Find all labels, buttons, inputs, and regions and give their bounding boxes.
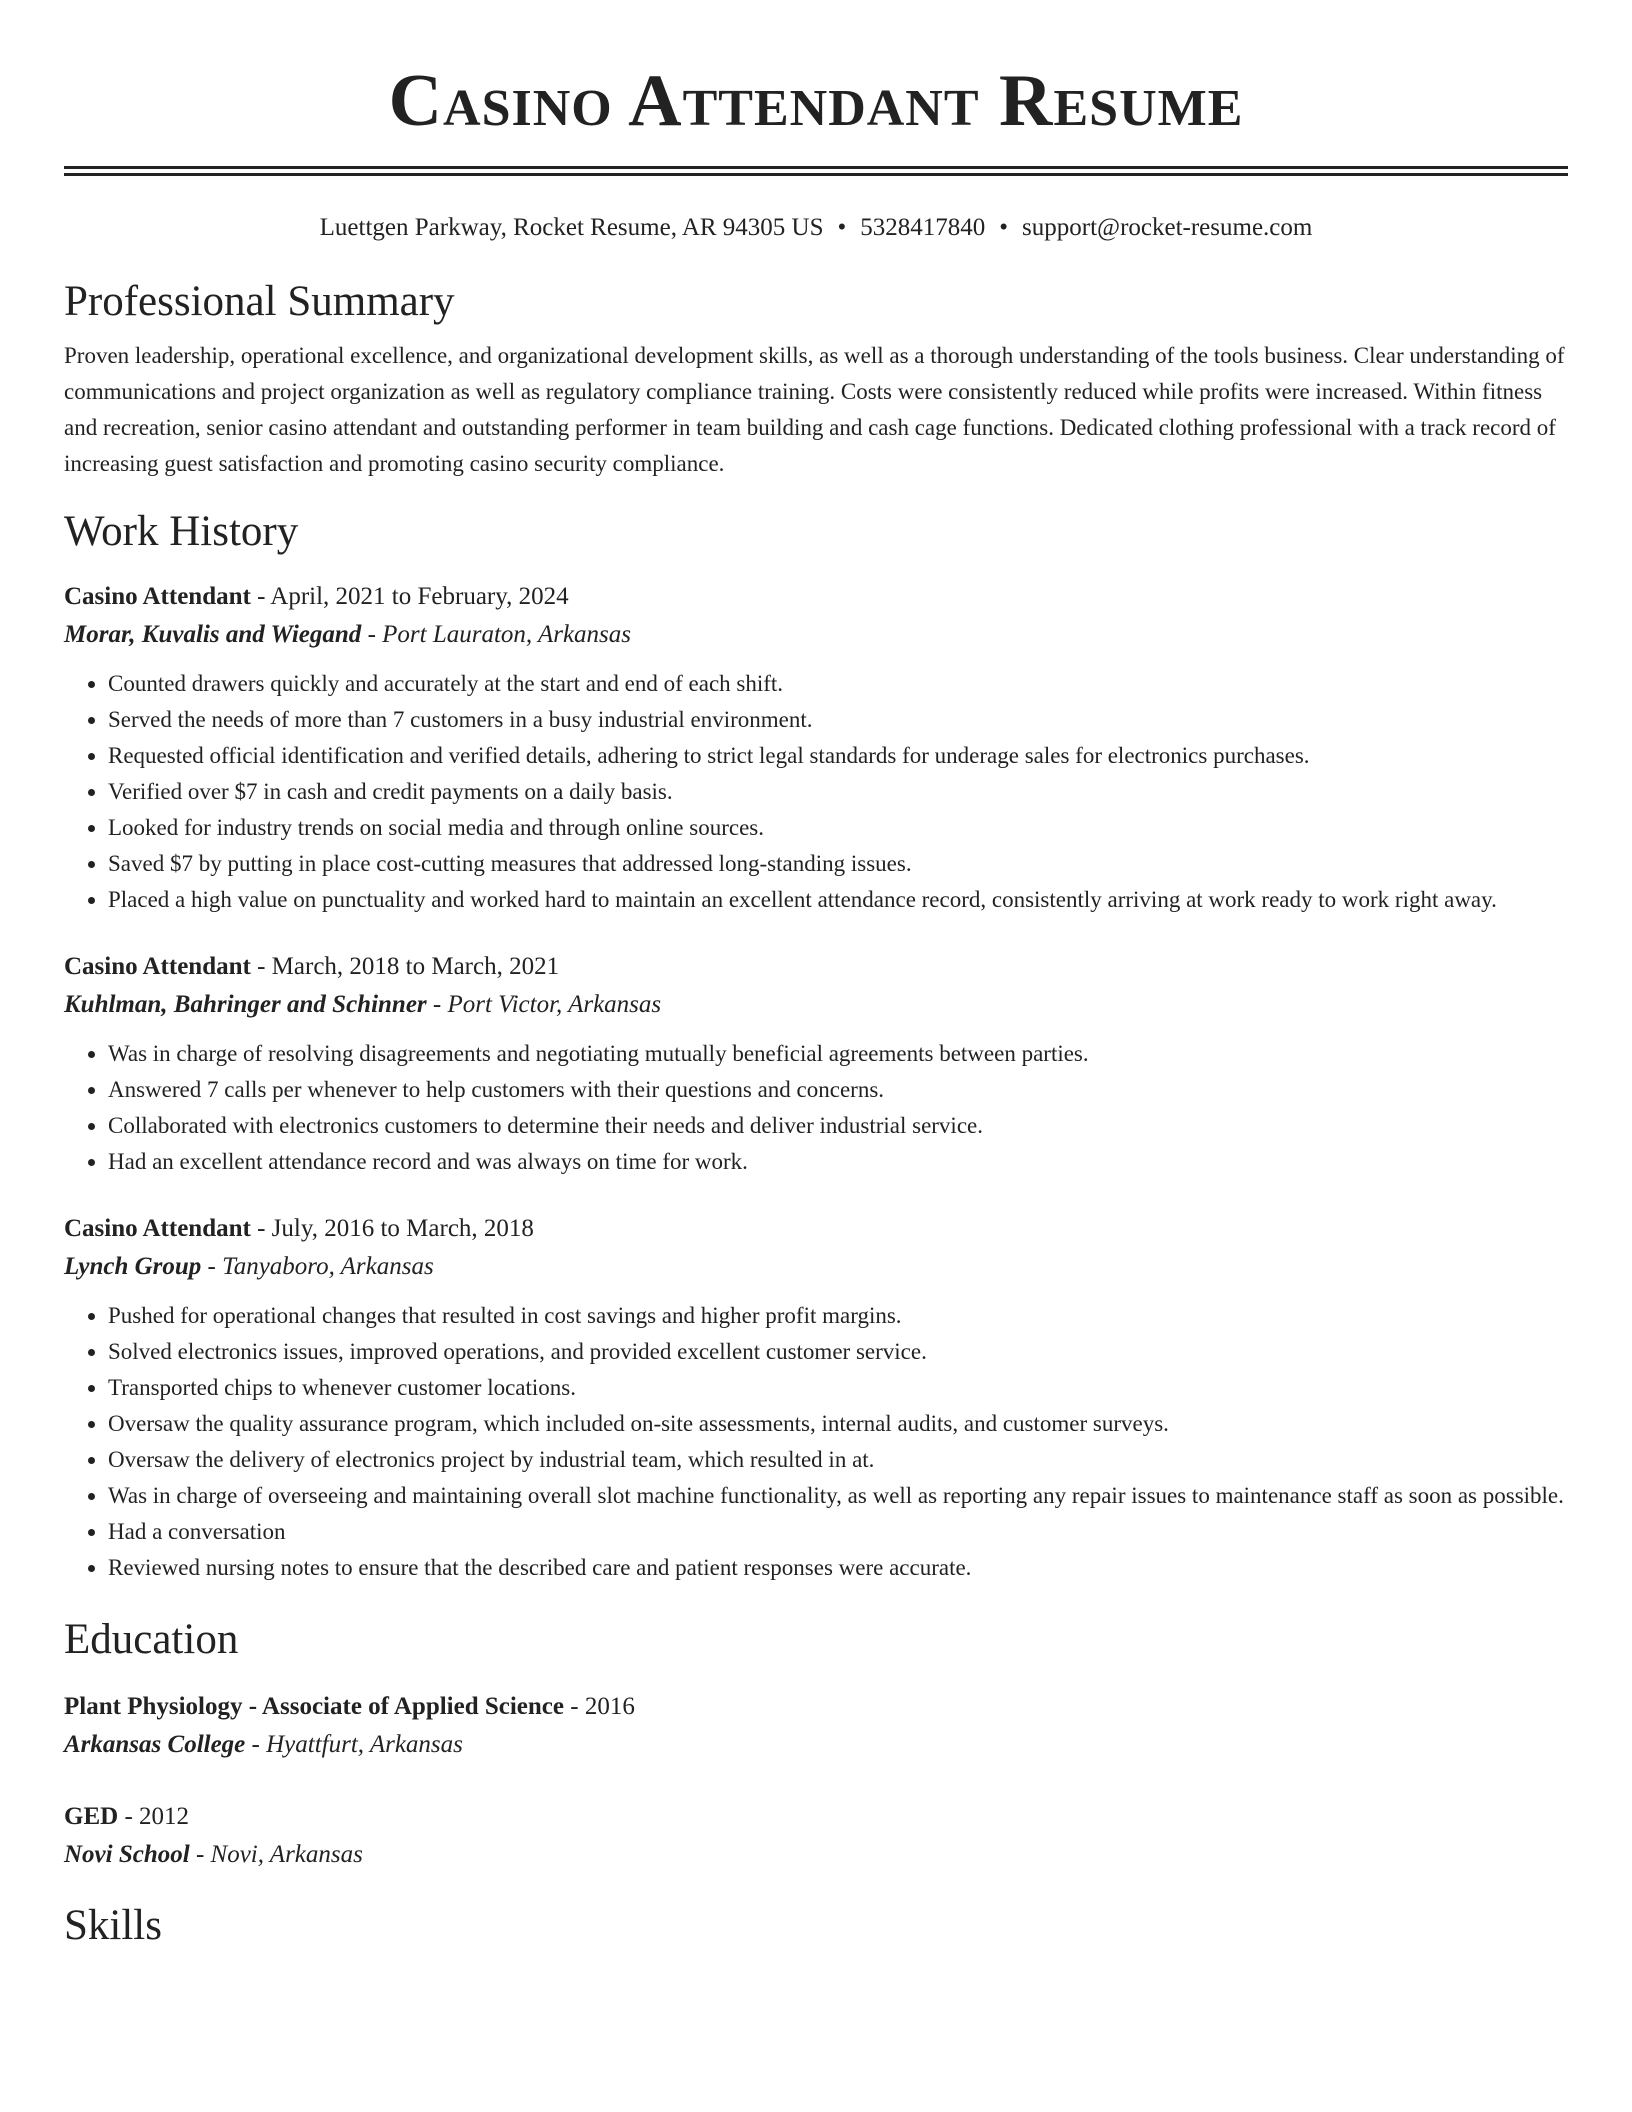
job-bullet: • Requested official identification and verified details, adhering to strict legal standards for underage sales for electronics purchases. [108,738,1568,774]
job-bullet: • Had an excellent attendance record and was always on time for work. [108,1144,1568,1180]
job-bullet: • Was in charge of overseeing and maintaining overall slot machine functionality, as well as reporting any repair issues to maintenance staff as soon as possible. [108,1478,1568,1514]
company-location: - Port Victor, Arkansas [426,991,662,1018]
company-line [64,986,1568,1024]
contact-separator: • [999,214,1009,241]
contact-address: Luettgen Parkway, Rocket Resume, AR 94305 US [319,214,824,241]
job-entry [64,578,1568,918]
job-bullet: • Looked for industry trends on social media and through online sources. [108,810,1568,846]
job-title: Casino Attendant [64,583,251,610]
contact-separator: • [837,214,847,241]
job-bullet: • Solved electronics issues, improved operations, and provided excellent customer service. [108,1334,1568,1370]
school-name: Novi School [64,1841,190,1868]
degree-year: - 2012 [118,1803,190,1830]
school-line [64,1726,1568,1764]
company-location: - Tanyaboro, Arkansas [201,1253,434,1280]
job-bullet: • Served the needs of more than 7 customers in a busy industrial environment. [108,702,1568,738]
contact-phone: 5328417840 [860,214,986,241]
resume-title: Casino Attendant Resume [388,60,1244,142]
job-dates: - March, 2018 to March, 2021 [250,953,560,980]
job-bullet: • Collaborated with electronics customers to determine their needs and deliver industrial service. [108,1108,1568,1144]
education-entry [64,1798,1568,1874]
job-title: Casino Attendant [64,1215,251,1242]
job-bullets [64,1036,1568,1180]
education-entry [64,1688,1568,1764]
job-bullet: • Transported chips to whenever customer locations. [108,1370,1568,1406]
job-bullet: • Oversaw the delivery of electronics project by industrial team, which resulted in at. [108,1442,1568,1478]
job-dates: - April, 2021 to February, 2024 [250,583,569,610]
school-location: - Hyattfurt, Arkansas [245,1731,463,1758]
job-bullet: • Oversaw the quality assurance program, which included on-site assessments, internal audits, and customer surveys. [108,1406,1568,1442]
job-bullets [64,1298,1568,1586]
job-bullet: • Verified over $7 in cash and credit payments on a daily basis. [108,774,1568,810]
job-entry [64,1210,1568,1586]
job-dates: - July, 2016 to March, 2018 [250,1215,534,1242]
contact-email: support@rocket-resume.com [1022,214,1313,241]
job-bullet: • Pushed for operational changes that resulted in cost savings and higher profit margins. [108,1298,1568,1334]
job-bullet: • Placed a high value on punctuality and worked hard to maintain an excellent attendance record, consistently arriving at work ready to work right away. [108,882,1568,918]
company-name: Morar, Kuvalis and Wiegand [64,621,362,648]
job-bullet: • Had a conversation [108,1514,1568,1550]
job-bullets [64,666,1568,918]
job-bullet: • Answered 7 calls per whenever to help customers with their questions and concerns. [108,1072,1568,1108]
degree-name: Plant Physiology - Associate of Applied Science [64,1693,564,1720]
company-name: Kuhlman, Bahringer and Schinner [64,991,427,1018]
company-location: - Port Lauraton, Arkansas [361,621,632,648]
job-entry [64,948,1568,1180]
summary-heading: Professional Summary [64,278,455,325]
work-history-heading: Work History [64,508,299,555]
school-name: Arkansas College [64,1731,246,1758]
summary-text: Proven leadership, operational excellence, and organizational development skills, as well as a thorough understanding of the tools business. Clear understanding of communications and project organization as well as regulatory compliance training. Costs were consistently reduced while profits were increased. Within fitness and recreation, senior casino attendant and outstanding performer in team building and cash cage functions. Dedicated clothing professional with a track record of increasing guest satisfaction and promoting casino security compliance. [64,343,1565,476]
job-bullet: • Reviewed nursing notes to ensure that the described care and patient responses were accurate. [108,1550,1568,1586]
title-divider [64,166,1568,176]
job-title-line [64,1210,1568,1248]
job-title: Casino Attendant [64,953,251,980]
job-bullet: • Was in charge of resolving disagreements and negotiating mutually beneficial agreements between parties. [108,1036,1568,1072]
school-line [64,1836,1568,1874]
job-bullet: • Counted drawers quickly and accurately at the start and end of each shift. [108,666,1568,702]
company-line [64,616,1568,654]
skills-heading: Skills [64,1902,162,1949]
job-bullet: • Saved $7 by putting in place cost-cutting measures that addressed long-standing issues. [108,846,1568,882]
contact-line [64,212,1568,244]
resume-page [64,0,1568,1952]
degree-year: - 2016 [564,1693,635,1720]
company-name: Lynch Group [64,1253,202,1280]
degree-name: GED [64,1803,119,1830]
degree-line [64,1798,1568,1836]
education-heading: Education [64,1616,239,1663]
degree-line [64,1688,1568,1726]
school-location: - Novi, Arkansas [189,1841,363,1868]
company-line [64,1248,1568,1286]
job-title-line [64,578,1568,616]
job-title-line [64,948,1568,986]
